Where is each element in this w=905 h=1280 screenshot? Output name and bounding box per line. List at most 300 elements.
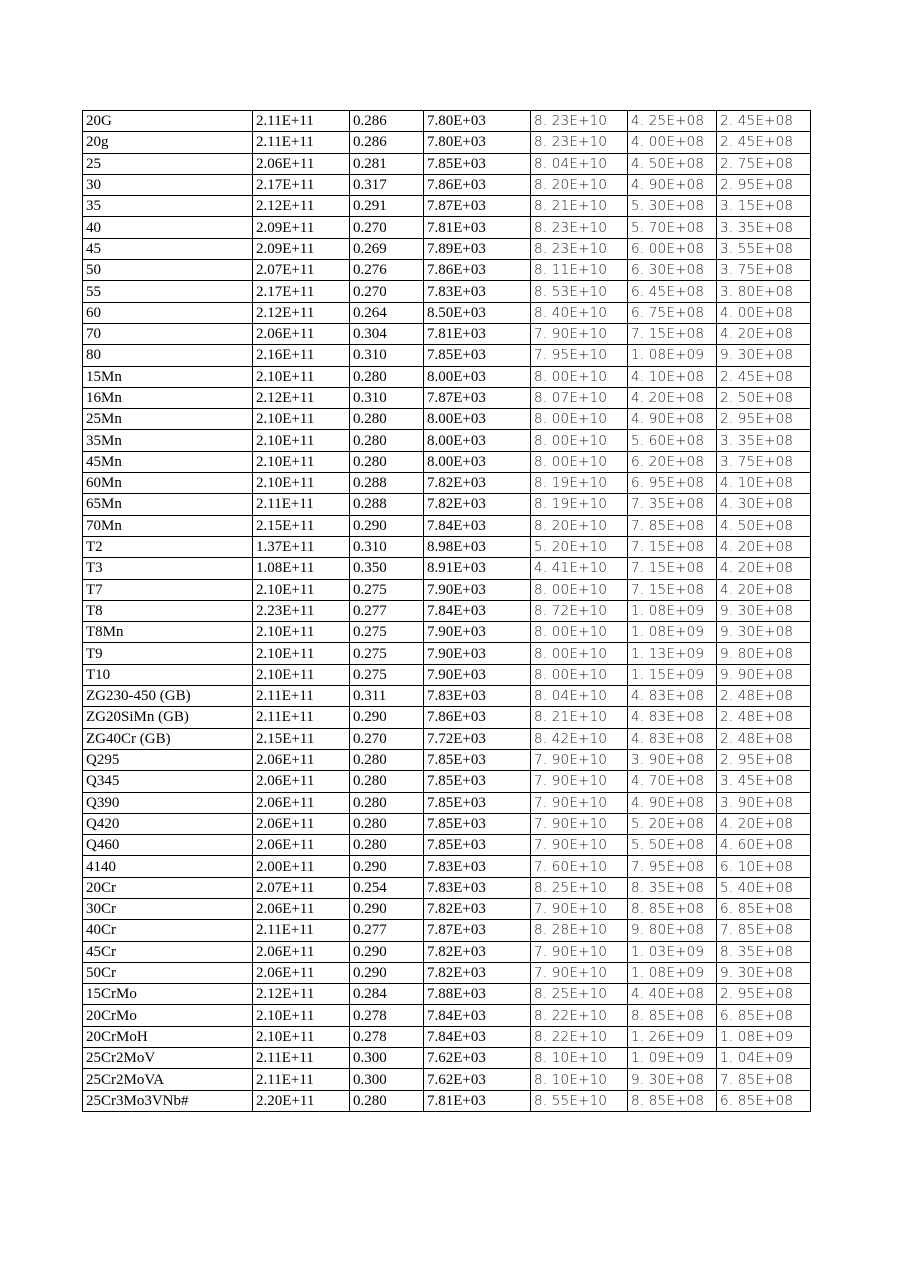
yield-strength-cell: 2. 95E+08 [717, 409, 811, 430]
shear-modulus-cell: 8. 00E+10 [531, 409, 628, 430]
yield-strength-cell: 4. 30E+08 [717, 494, 811, 515]
poisson-ratio-cell: 0.288 [350, 473, 424, 494]
poisson-ratio-cell: 0.286 [350, 132, 424, 153]
table-row [83, 494, 811, 515]
tensile-strength-cell: 7. 15E+08 [628, 558, 717, 579]
density-cell: 8.50E+03 [424, 302, 531, 323]
yield-strength-cell: 3. 55E+08 [717, 238, 811, 259]
tensile-strength-cell: 5. 70E+08 [628, 217, 717, 238]
tensile-strength-cell: 6. 95E+08 [628, 473, 717, 494]
elastic-modulus-cell: 2.10E+11 [253, 622, 350, 643]
density-cell: 7.72E+03 [424, 728, 531, 749]
poisson-ratio-cell: 0.286 [350, 111, 424, 132]
elastic-modulus-cell: 2.17E+11 [253, 281, 350, 302]
material-grade-cell: 25Mn [83, 409, 253, 430]
poisson-ratio-cell: 0.254 [350, 877, 424, 898]
elastic-modulus-cell: 2.20E+11 [253, 1090, 350, 1111]
table-row [83, 686, 811, 707]
poisson-ratio-cell: 0.280 [350, 792, 424, 813]
table-row [83, 366, 811, 387]
poisson-ratio-cell: 0.284 [350, 984, 424, 1005]
yield-strength-cell: 2. 95E+08 [717, 984, 811, 1005]
table-row [83, 813, 811, 834]
poisson-ratio-cell: 0.270 [350, 728, 424, 749]
elastic-modulus-cell: 2.15E+11 [253, 515, 350, 536]
tensile-strength-cell: 4. 50E+08 [628, 153, 717, 174]
elastic-modulus-cell: 2.06E+11 [253, 792, 350, 813]
yield-strength-cell: 9. 30E+08 [717, 622, 811, 643]
material-grade-cell: 20Cr [83, 877, 253, 898]
density-cell: 7.82E+03 [424, 494, 531, 515]
table-row [83, 345, 811, 366]
material-grade-cell: T7 [83, 579, 253, 600]
yield-strength-cell: 3. 75E+08 [717, 451, 811, 472]
density-cell: 8.00E+03 [424, 409, 531, 430]
tensile-strength-cell: 1. 08E+09 [628, 600, 717, 621]
material-grade-cell: ZG20SiMn (GB) [83, 707, 253, 728]
elastic-modulus-cell: 2.10E+11 [253, 579, 350, 600]
tensile-strength-cell: 4. 70E+08 [628, 771, 717, 792]
yield-strength-cell: 6. 85E+08 [717, 1005, 811, 1026]
poisson-ratio-cell: 0.290 [350, 898, 424, 919]
shear-modulus-cell: 8. 00E+10 [531, 451, 628, 472]
table-row [83, 728, 811, 749]
yield-strength-cell: 9. 30E+08 [717, 600, 811, 621]
table-row [83, 387, 811, 408]
density-cell: 7.62E+03 [424, 1048, 531, 1069]
density-cell: 7.90E+03 [424, 643, 531, 664]
poisson-ratio-cell: 0.300 [350, 1048, 424, 1069]
density-cell: 7.81E+03 [424, 217, 531, 238]
tensile-strength-cell: 9. 30E+08 [628, 1069, 717, 1090]
yield-strength-cell: 4. 20E+08 [717, 558, 811, 579]
tensile-strength-cell: 4. 83E+08 [628, 686, 717, 707]
poisson-ratio-cell: 0.291 [350, 196, 424, 217]
elastic-modulus-cell: 2.10E+11 [253, 643, 350, 664]
shear-modulus-cell: 8. 22E+10 [531, 1005, 628, 1026]
density-cell: 8.00E+03 [424, 366, 531, 387]
yield-strength-cell: 2. 95E+08 [717, 749, 811, 770]
table-row [83, 579, 811, 600]
tensile-strength-cell: 1. 08E+09 [628, 622, 717, 643]
elastic-modulus-cell: 2.10E+11 [253, 409, 350, 430]
elastic-modulus-cell: 2.06E+11 [253, 962, 350, 983]
tensile-strength-cell: 4. 90E+08 [628, 174, 717, 195]
density-cell: 7.85E+03 [424, 771, 531, 792]
shear-modulus-cell: 8. 19E+10 [531, 473, 628, 494]
material-grade-cell: 70 [83, 323, 253, 344]
yield-strength-cell: 4. 00E+08 [717, 302, 811, 323]
poisson-ratio-cell: 0.290 [350, 856, 424, 877]
material-grade-cell: 45Cr [83, 941, 253, 962]
tensile-strength-cell: 6. 20E+08 [628, 451, 717, 472]
poisson-ratio-cell: 0.350 [350, 558, 424, 579]
tensile-strength-cell: 4. 20E+08 [628, 387, 717, 408]
table-row [83, 707, 811, 728]
yield-strength-cell: 4. 10E+08 [717, 473, 811, 494]
shear-modulus-cell: 8. 07E+10 [531, 387, 628, 408]
tensile-strength-cell: 1. 26E+09 [628, 1026, 717, 1047]
table-row [83, 856, 811, 877]
shear-modulus-cell: 8. 25E+10 [531, 877, 628, 898]
table-row [83, 898, 811, 919]
material-grade-cell: 20CrMoH [83, 1026, 253, 1047]
yield-strength-cell: 9. 80E+08 [717, 643, 811, 664]
material-properties-table [82, 110, 811, 1112]
poisson-ratio-cell: 0.278 [350, 1026, 424, 1047]
density-cell: 8.00E+03 [424, 430, 531, 451]
yield-strength-cell: 1. 04E+09 [717, 1048, 811, 1069]
poisson-ratio-cell: 0.310 [350, 536, 424, 557]
poisson-ratio-cell: 0.300 [350, 1069, 424, 1090]
tensile-strength-cell: 7. 15E+08 [628, 536, 717, 557]
material-grade-cell: 20G [83, 111, 253, 132]
shear-modulus-cell: 8. 23E+10 [531, 217, 628, 238]
shear-modulus-cell: 8. 04E+10 [531, 153, 628, 174]
table-row [83, 941, 811, 962]
elastic-modulus-cell: 2.10E+11 [253, 430, 350, 451]
poisson-ratio-cell: 0.269 [350, 238, 424, 259]
yield-strength-cell: 3. 35E+08 [717, 430, 811, 451]
elastic-modulus-cell: 2.15E+11 [253, 728, 350, 749]
shear-modulus-cell: 7. 90E+10 [531, 941, 628, 962]
poisson-ratio-cell: 0.310 [350, 345, 424, 366]
shear-modulus-cell: 8. 00E+10 [531, 643, 628, 664]
poisson-ratio-cell: 0.277 [350, 920, 424, 941]
material-grade-cell: 15CrMo [83, 984, 253, 1005]
poisson-ratio-cell: 0.275 [350, 579, 424, 600]
shear-modulus-cell: 8. 21E+10 [531, 196, 628, 217]
table-body [83, 111, 811, 1112]
yield-strength-cell: 2. 45E+08 [717, 132, 811, 153]
yield-strength-cell: 2. 95E+08 [717, 174, 811, 195]
tensile-strength-cell: 3. 90E+08 [628, 749, 717, 770]
density-cell: 7.82E+03 [424, 941, 531, 962]
table-row [83, 153, 811, 174]
yield-strength-cell: 2. 48E+08 [717, 728, 811, 749]
material-grade-cell: Q420 [83, 813, 253, 834]
density-cell: 7.87E+03 [424, 920, 531, 941]
yield-strength-cell: 2. 45E+08 [717, 366, 811, 387]
tensile-strength-cell: 7. 35E+08 [628, 494, 717, 515]
poisson-ratio-cell: 0.281 [350, 153, 424, 174]
table-row [83, 664, 811, 685]
shear-modulus-cell: 7. 90E+10 [531, 962, 628, 983]
density-cell: 7.84E+03 [424, 1005, 531, 1026]
material-grade-cell: 30 [83, 174, 253, 195]
density-cell: 7.80E+03 [424, 132, 531, 153]
material-grade-cell: 35 [83, 196, 253, 217]
tensile-strength-cell: 1. 13E+09 [628, 643, 717, 664]
table-row [83, 622, 811, 643]
table-row [83, 749, 811, 770]
elastic-modulus-cell: 2.10E+11 [253, 366, 350, 387]
yield-strength-cell: 3. 90E+08 [717, 792, 811, 813]
material-grade-cell: T10 [83, 664, 253, 685]
material-grade-cell: 20CrMo [83, 1005, 253, 1026]
material-grade-cell: ZG40Cr (GB) [83, 728, 253, 749]
shear-modulus-cell: 8. 10E+10 [531, 1048, 628, 1069]
yield-strength-cell: 3. 15E+08 [717, 196, 811, 217]
material-grade-cell: Q390 [83, 792, 253, 813]
poisson-ratio-cell: 0.275 [350, 622, 424, 643]
table-row [83, 1069, 811, 1090]
density-cell: 8.98E+03 [424, 536, 531, 557]
poisson-ratio-cell: 0.280 [350, 749, 424, 770]
shear-modulus-cell: 7. 90E+10 [531, 749, 628, 770]
elastic-modulus-cell: 2.11E+11 [253, 494, 350, 515]
tensile-strength-cell: 4. 90E+08 [628, 409, 717, 430]
material-grade-cell: Q345 [83, 771, 253, 792]
density-cell: 7.88E+03 [424, 984, 531, 1005]
elastic-modulus-cell: 2.06E+11 [253, 749, 350, 770]
yield-strength-cell: 3. 80E+08 [717, 281, 811, 302]
material-grade-cell: 25Cr3Mo3VNb# [83, 1090, 253, 1111]
elastic-modulus-cell: 2.11E+11 [253, 707, 350, 728]
tensile-strength-cell: 5. 60E+08 [628, 430, 717, 451]
shear-modulus-cell: 8. 00E+10 [531, 579, 628, 600]
density-cell: 7.90E+03 [424, 579, 531, 600]
shear-modulus-cell: 8. 19E+10 [531, 494, 628, 515]
material-grade-cell: 45 [83, 238, 253, 259]
material-grade-cell: 25 [83, 153, 253, 174]
table-row [83, 174, 811, 195]
material-grade-cell: T8Mn [83, 622, 253, 643]
yield-strength-cell: 5. 40E+08 [717, 877, 811, 898]
density-cell: 7.85E+03 [424, 153, 531, 174]
material-grade-cell: 70Mn [83, 515, 253, 536]
material-grade-cell: 4140 [83, 856, 253, 877]
poisson-ratio-cell: 0.290 [350, 515, 424, 536]
shear-modulus-cell: 8. 00E+10 [531, 430, 628, 451]
material-grade-cell: 50 [83, 260, 253, 281]
poisson-ratio-cell: 0.280 [350, 451, 424, 472]
yield-strength-cell: 6. 10E+08 [717, 856, 811, 877]
table-row [83, 281, 811, 302]
material-grade-cell: 55 [83, 281, 253, 302]
density-cell: 7.62E+03 [424, 1069, 531, 1090]
poisson-ratio-cell: 0.280 [350, 430, 424, 451]
poisson-ratio-cell: 0.270 [350, 217, 424, 238]
density-cell: 7.82E+03 [424, 898, 531, 919]
material-grade-cell: 60Mn [83, 473, 253, 494]
shear-modulus-cell: 8. 20E+10 [531, 174, 628, 195]
table-row [83, 323, 811, 344]
tensile-strength-cell: 6. 75E+08 [628, 302, 717, 323]
shear-modulus-cell: 8. 00E+10 [531, 366, 628, 387]
poisson-ratio-cell: 0.280 [350, 409, 424, 430]
elastic-modulus-cell: 2.11E+11 [253, 1048, 350, 1069]
yield-strength-cell: 9. 90E+08 [717, 664, 811, 685]
shear-modulus-cell: 8. 28E+10 [531, 920, 628, 941]
poisson-ratio-cell: 0.280 [350, 771, 424, 792]
tensile-strength-cell: 8. 85E+08 [628, 898, 717, 919]
material-grade-cell: 65Mn [83, 494, 253, 515]
shear-modulus-cell: 7. 90E+10 [531, 835, 628, 856]
tensile-strength-cell: 6. 30E+08 [628, 260, 717, 281]
tensile-strength-cell: 6. 45E+08 [628, 281, 717, 302]
yield-strength-cell: 2. 48E+08 [717, 707, 811, 728]
table-row [83, 1048, 811, 1069]
poisson-ratio-cell: 0.310 [350, 387, 424, 408]
material-grade-cell: Q295 [83, 749, 253, 770]
elastic-modulus-cell: 2.09E+11 [253, 217, 350, 238]
yield-strength-cell: 6. 85E+08 [717, 898, 811, 919]
shear-modulus-cell: 8. 11E+10 [531, 260, 628, 281]
elastic-modulus-cell: 2.11E+11 [253, 132, 350, 153]
material-grade-cell: 40Cr [83, 920, 253, 941]
shear-modulus-cell: 7. 90E+10 [531, 813, 628, 834]
table-row [83, 558, 811, 579]
tensile-strength-cell: 4. 25E+08 [628, 111, 717, 132]
table-row [83, 238, 811, 259]
material-grade-cell: T3 [83, 558, 253, 579]
density-cell: 7.86E+03 [424, 707, 531, 728]
poisson-ratio-cell: 0.304 [350, 323, 424, 344]
tensile-strength-cell: 7. 85E+08 [628, 515, 717, 536]
elastic-modulus-cell: 2.11E+11 [253, 686, 350, 707]
table-row [83, 771, 811, 792]
density-cell: 7.84E+03 [424, 1026, 531, 1047]
material-grade-cell: T8 [83, 600, 253, 621]
poisson-ratio-cell: 0.277 [350, 600, 424, 621]
tensile-strength-cell: 1. 08E+09 [628, 345, 717, 366]
poisson-ratio-cell: 0.280 [350, 835, 424, 856]
table-row [83, 196, 811, 217]
shear-modulus-cell: 8. 10E+10 [531, 1069, 628, 1090]
elastic-modulus-cell: 2.06E+11 [253, 153, 350, 174]
table-row [83, 1005, 811, 1026]
shear-modulus-cell: 8. 21E+10 [531, 707, 628, 728]
tensile-strength-cell: 1. 09E+09 [628, 1048, 717, 1069]
table-row [83, 260, 811, 281]
shear-modulus-cell: 8. 20E+10 [531, 515, 628, 536]
elastic-modulus-cell: 2.10E+11 [253, 664, 350, 685]
shear-modulus-cell: 7. 90E+10 [531, 792, 628, 813]
shear-modulus-cell: 8. 55E+10 [531, 1090, 628, 1111]
elastic-modulus-cell: 1.37E+11 [253, 536, 350, 557]
elastic-modulus-cell: 2.12E+11 [253, 984, 350, 1005]
yield-strength-cell: 4. 20E+08 [717, 579, 811, 600]
elastic-modulus-cell: 2.12E+11 [253, 302, 350, 323]
yield-strength-cell: 1. 08E+09 [717, 1026, 811, 1047]
table-row [83, 217, 811, 238]
elastic-modulus-cell: 2.10E+11 [253, 1026, 350, 1047]
poisson-ratio-cell: 0.280 [350, 813, 424, 834]
shear-modulus-cell: 8. 25E+10 [531, 984, 628, 1005]
tensile-strength-cell: 8. 85E+08 [628, 1090, 717, 1111]
density-cell: 7.90E+03 [424, 622, 531, 643]
density-cell: 7.84E+03 [424, 515, 531, 536]
density-cell: 7.87E+03 [424, 196, 531, 217]
shear-modulus-cell: 8. 40E+10 [531, 302, 628, 323]
density-cell: 8.00E+03 [424, 451, 531, 472]
shear-modulus-cell: 7. 90E+10 [531, 898, 628, 919]
poisson-ratio-cell: 0.311 [350, 686, 424, 707]
elastic-modulus-cell: 2.23E+11 [253, 600, 350, 621]
density-cell: 7.83E+03 [424, 686, 531, 707]
table-row [83, 451, 811, 472]
table-row [83, 835, 811, 856]
yield-strength-cell: 4. 20E+08 [717, 323, 811, 344]
shear-modulus-cell: 8. 23E+10 [531, 111, 628, 132]
table-row [83, 600, 811, 621]
tensile-strength-cell: 4. 90E+08 [628, 792, 717, 813]
density-cell: 7.85E+03 [424, 813, 531, 834]
elastic-modulus-cell: 2.12E+11 [253, 196, 350, 217]
elastic-modulus-cell: 2.06E+11 [253, 813, 350, 834]
tensile-strength-cell: 8. 35E+08 [628, 877, 717, 898]
density-cell: 7.83E+03 [424, 877, 531, 898]
poisson-ratio-cell: 0.290 [350, 941, 424, 962]
density-cell: 7.85E+03 [424, 749, 531, 770]
yield-strength-cell: 7. 85E+08 [717, 920, 811, 941]
yield-strength-cell: 4. 50E+08 [717, 515, 811, 536]
tensile-strength-cell: 5. 30E+08 [628, 196, 717, 217]
material-grade-cell: 25Cr2MoVA [83, 1069, 253, 1090]
material-grade-cell: 60 [83, 302, 253, 323]
shear-modulus-cell: 7. 60E+10 [531, 856, 628, 877]
tensile-strength-cell: 9. 80E+08 [628, 920, 717, 941]
material-grade-cell: 40 [83, 217, 253, 238]
density-cell: 7.84E+03 [424, 600, 531, 621]
yield-strength-cell: 8. 35E+08 [717, 941, 811, 962]
tensile-strength-cell: 8. 85E+08 [628, 1005, 717, 1026]
elastic-modulus-cell: 2.10E+11 [253, 473, 350, 494]
table-row [83, 920, 811, 941]
shear-modulus-cell: 8. 04E+10 [531, 686, 628, 707]
density-cell: 7.83E+03 [424, 856, 531, 877]
material-grade-cell: 20g [83, 132, 253, 153]
poisson-ratio-cell: 0.290 [350, 707, 424, 728]
density-cell: 7.85E+03 [424, 792, 531, 813]
table-row [83, 132, 811, 153]
table-row [83, 473, 811, 494]
tensile-strength-cell: 7. 15E+08 [628, 323, 717, 344]
density-cell: 7.85E+03 [424, 345, 531, 366]
tensile-strength-cell: 4. 83E+08 [628, 707, 717, 728]
tensile-strength-cell: 4. 10E+08 [628, 366, 717, 387]
density-cell: 7.86E+03 [424, 174, 531, 195]
elastic-modulus-cell: 2.09E+11 [253, 238, 350, 259]
tensile-strength-cell: 6. 00E+08 [628, 238, 717, 259]
table-row [83, 409, 811, 430]
elastic-modulus-cell: 2.00E+11 [253, 856, 350, 877]
table-row [83, 515, 811, 536]
material-grade-cell: ZG230-450 (GB) [83, 686, 253, 707]
density-cell: 7.89E+03 [424, 238, 531, 259]
yield-strength-cell: 9. 30E+08 [717, 345, 811, 366]
table-row [83, 111, 811, 132]
elastic-modulus-cell: 2.10E+11 [253, 451, 350, 472]
elastic-modulus-cell: 2.07E+11 [253, 877, 350, 898]
table-row [83, 430, 811, 451]
shear-modulus-cell: 5. 20E+10 [531, 536, 628, 557]
yield-strength-cell: 4. 60E+08 [717, 835, 811, 856]
yield-strength-cell: 2. 45E+08 [717, 111, 811, 132]
material-grade-cell: 30Cr [83, 898, 253, 919]
density-cell: 7.80E+03 [424, 111, 531, 132]
table-row [83, 1026, 811, 1047]
poisson-ratio-cell: 0.317 [350, 174, 424, 195]
poisson-ratio-cell: 0.288 [350, 494, 424, 515]
tensile-strength-cell: 1. 03E+09 [628, 941, 717, 962]
table-row [83, 536, 811, 557]
elastic-modulus-cell: 2.06E+11 [253, 835, 350, 856]
material-grade-cell: 35Mn [83, 430, 253, 451]
density-cell: 7.85E+03 [424, 835, 531, 856]
poisson-ratio-cell: 0.280 [350, 1090, 424, 1111]
